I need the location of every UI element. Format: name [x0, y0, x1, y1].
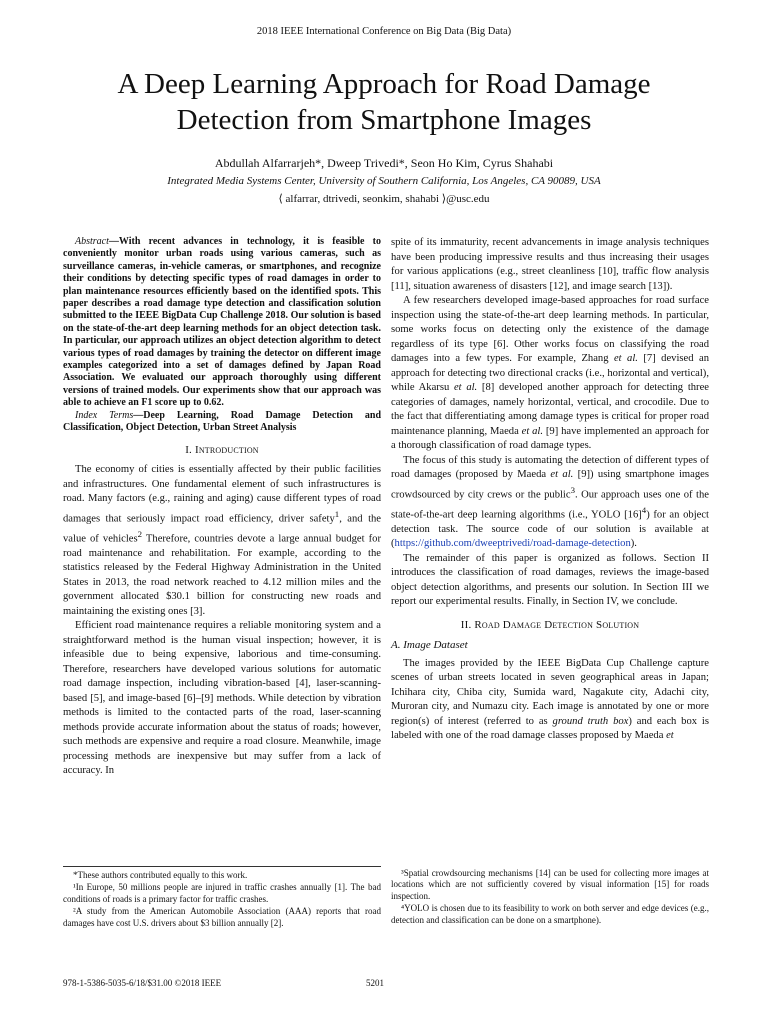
rp2-a: The focus of this study is automating the detection of different types of road damages (proposed by Maeda — [391, 454, 709, 480]
index-terms-lead: Index Terms — [75, 409, 134, 421]
footnote-ref-2: 2 — [137, 528, 143, 539]
footnote-4: ⁴YOLO is chosen due to its feasibility to work on both server and edge devices (e.g., detection and classification can be done on a smartphone). — [391, 903, 709, 925]
abstract — [63, 236, 381, 410]
et-term: et — [666, 730, 674, 742]
rp1-b: [7] devised an approach for detecting two directional cracks (i.e., horizontal and vertical), while Akarsu — [391, 353, 709, 393]
footnotes-right — [391, 868, 709, 927]
section-1-heading — [63, 443, 381, 458]
et-al-3: et al. — [521, 425, 544, 437]
title-line-1: A Deep Learning Approach for Road Damage — [117, 68, 651, 100]
footnote-ref-1: 1 — [334, 508, 340, 519]
intro-p1-text-a: The economy of cities is essentially affected by their public facilities and infrastructures. One fundamental element of such infrastructures is road. Many factors (e.g., raining and aging) cause different types of road damages that seriously impact road efficiency, driver safety — [63, 464, 381, 525]
rp2-b: [9]) using smartphone images crowdsourced by city crews or the public — [391, 469, 709, 501]
isbn-copyright: 978-1-5386-5035-6/18/$31.00 ©2018 IEEE — [63, 978, 222, 988]
footnote-3: ³Spatial crowdsourcing mechanisms [14] can be used for collecting more images at locations which are not sufficiently covered by visual information [15] for roads inspection. — [391, 868, 709, 901]
subsection-a-heading: A. Image Dataset — [391, 639, 468, 652]
et-al-2: et al. — [453, 382, 478, 393]
rp2-e: ). — [630, 538, 637, 550]
index-terms-text: —Deep Learning, Road Damage Detection and Classification, Object Detection, Urban Street Analysis — [63, 409, 382, 434]
source-code-link[interactable]: https://github.com/dweeptrivedi/road-damage-detection — [394, 538, 631, 550]
intro-paragraph-2: Efficient road maintenance requires a reliable monitoring system and a straightforward method is the human visual inspection; however, it is infeasible due to being expensive, laborious and time-consuming. Therefore, researchers have developed various solutions for automatic road damage inspection, including vibration-based [4], laser-scanning-based [5], and image-based [6]–[9] methods. While detection by vibration methods is limited to the contacted parts of the road, laser-scanning methods provide accurate information about the status of roads; however, such methods are expensive and require a road closure. Meanwhile, image processing methods are inexpensive but may suffer from a lack of accuracy. In — [63, 620, 381, 777]
title-line-2: Detection from Smartphone Images — [176, 104, 592, 136]
ground-truth-box-term: ground truth box — [552, 715, 629, 727]
footnote-ref-4: 4 — [641, 504, 647, 515]
section-1-title: Introduction — [194, 443, 259, 456]
section-2-heading — [391, 618, 709, 633]
intro-p1-text-c: Therefore, countries devote a large annual budget for road maintenance and rehabilitation. For example, according to the statistics released by the Federal Highway Administration in the United States in 2013, the road network reached to 4.12 million miles and the government allocated $30.1 billion for constructing new roads and maintaining the existing ones [3]. — [63, 533, 381, 617]
index-terms — [63, 410, 381, 435]
section-2-title: Road Damage Detection Solution — [474, 618, 640, 631]
paper-title — [40, 66, 728, 138]
author-emails: ⟨ alfarrar, dtrivedi, seonkim, shahabi ⟩@usc.edu — [278, 193, 490, 205]
page-number: 5201 — [366, 978, 384, 988]
footnote-star: *These authors contributed equally to this work. — [73, 870, 248, 880]
et-al-1: et al. — [613, 353, 638, 364]
et-al-4: et al. — [550, 469, 574, 480]
intro-p1-text-b: , and the value of vehicles — [63, 513, 382, 545]
rp1-a: A few researchers developed image-based approaches for road surface inspection using the state-of-the-art deep learning methods. In particular, some works focus on detecting only the existence of the damage regardless of its type [6]. Other works focus on classifying the road damages into a few types. For example, Zhang — [391, 295, 709, 364]
section-1-number: I. — [185, 443, 195, 456]
abstract-lead: Abstract — [75, 236, 109, 247]
right-column — [391, 236, 709, 744]
rp2-c: . Our approach uses one of the state-of-the-art deep learning algorithms (i.e., YOLO [16] — [391, 489, 709, 521]
footnotes-left — [63, 866, 381, 930]
footnote-ref-3: 3 — [570, 484, 575, 495]
right-paragraph-2 — [391, 454, 709, 552]
rp1-c: [8] developed another approach for detecting three categories of damages, namely horizontal, vertical, and crocodile. Due to the fact that differentiating among damage types is critical for proper road maintenance planning, Maeda — [391, 382, 709, 437]
section-2-number: II. — [460, 618, 475, 631]
conference-header: 2018 IEEE International Conference on Big Data (Big Data) — [256, 26, 512, 37]
abstract-text: —With recent advances in technology, it is feasible to conveniently monitor urban roads using various cameras, such as surveillance cameras, in-vehicle cameras, or smartphones, and recognize their conditions by detecting specific types of road damages in order to plan maintenance resources efficiently based on the identified spots. This paper describes a road damage type detection and classification solution submitted to the IEEE BigData Cup Challenge 2018. Our solution is based on the state-of-the-art deep learning methods for an object detection task. In particular, our approach utilizes an object detection algorithm to detect various types of road damages by training the detector on different image examples categorized into a set of damages defined by Japan Road Association. We evaluated our approach thoroughly using different versions of trained models. Our experiments show that our approach was able to achieve an F1 score up to 0.62. — [63, 236, 381, 409]
affiliation: Integrated Media Systems Center, University of Southern California, Los Angeles, CA 90089, USA — [167, 175, 601, 187]
footnote-1: ¹In Europe, 50 millions people are injured in traffic crashes annually [1]. The bad conditions of roads is a primary factor for traffic crashes. — [63, 882, 381, 904]
rp4-b: ) and each box is labeled with one of the road damage classes proposed by Maeda — [391, 715, 710, 742]
author-list: Abdullah Alfarrarjeh*, Dweep Trivedi*, Seon Ho Kim, Cyrus Shahabi — [214, 156, 554, 170]
intro-paragraph-1 — [63, 463, 381, 619]
left-column — [63, 236, 381, 779]
footnote-2: ²A study from the American Automobile Association (AAA) reports that road damages have cost U.S. drivers about $3 billion annually [2]. — [63, 906, 381, 928]
rp4-a: The images provided by the IEEE BigData Cup Challenge capture scenes of urban streets located in seven geographical areas in Japan; Ichihara city, Chiba city, Sumida ward, Nagakute city, Adachi city, Muroran city, and Numazu city. Each image is annotated by one or more region(s) of interest (referred to as — [391, 657, 709, 727]
right-paragraph-0: spite of its immaturity, recent advancements in image analysis techniques have been producing impressive results and thus increasing their usages for various applications (e.g., street cleanliness [10], traffic flow analysis [11], situation awareness of disasters [12], and image search [13]). — [391, 237, 709, 292]
right-paragraph-3: The remainder of this paper is organized as follows. Section II introduces the classification of road damages, reviews the image-based object detection algorithms, and presents our solution. In Section III we report our experimental results. Finally, in Section IV, we conclude. — [391, 552, 709, 608]
right-paragraph-1 — [391, 294, 709, 454]
rp1-d: [9] have implemented an approach for a thorough classification of road damage types. — [391, 425, 709, 451]
rp2-d: ) for an object detection task. The source code of our solution is available at ( — [391, 509, 709, 550]
right-paragraph-4 — [391, 657, 709, 744]
